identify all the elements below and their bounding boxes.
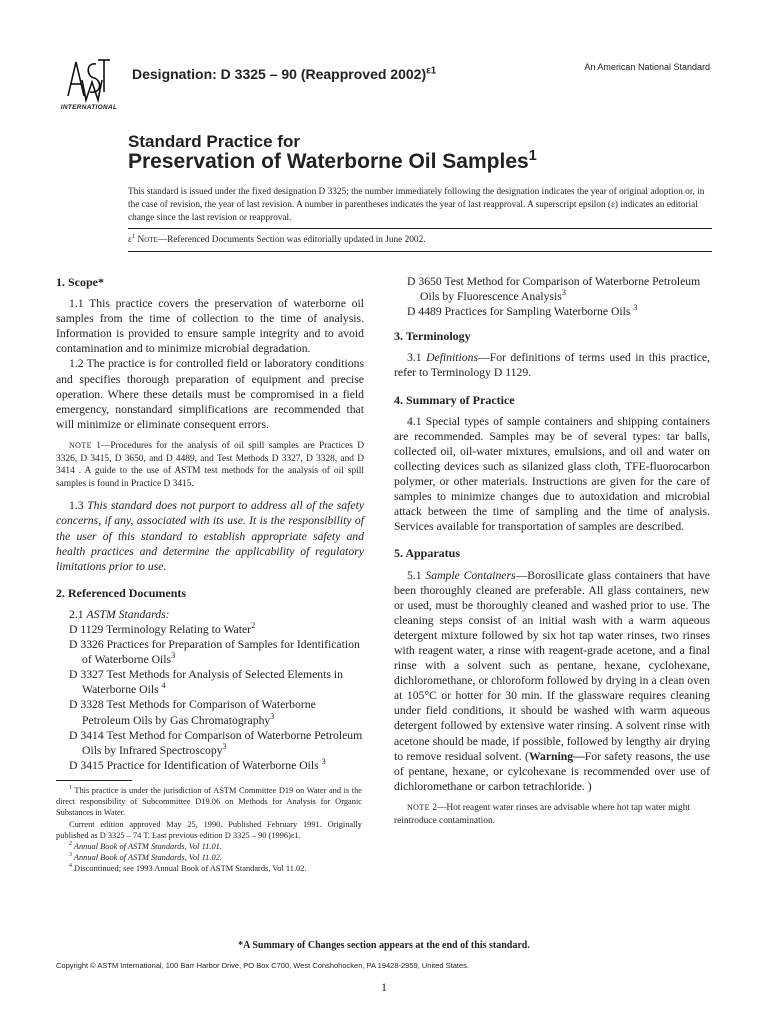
designation-epsilon: ε1 (426, 65, 437, 77)
ref-text: D 3415 Practice for Identification of Waterborne Oils (69, 758, 322, 772)
footnote-text: This practice is under the jurisdiction of ASTM Committee D19 on Water and is the direct responsibility of Subcommittee D19.06 on Methods for Analysis for Organic Substances in Water. (56, 786, 362, 818)
paragraph-1-1: 1.1 This practice covers the preservation of waterborne oil samples from the time of collection to the time of analysis. Information is provided to ensure sample integrity and to avoid contamination and to minimize microbial degradation. (56, 297, 364, 356)
section-heading-referenced-documents: 2. Referenced Documents (56, 585, 187, 600)
note-1-text: 1—Procedures for the analysis of oil spill samples are Practices D 3326, D 3415, D 3650, and D 4489, and Test Methods D 3327, D 3328, and D 3414 . A guide to the use of ASTM test methods for the analysis of oil spill samples is found in Practice D 3415. (56, 440, 364, 489)
title-prefix: Standard Practice for (128, 132, 300, 151)
footnote-divider (56, 780, 132, 781)
footnote-3 (56, 852, 362, 863)
ref-d3326 (69, 637, 364, 667)
paragraph-5-1 (394, 568, 710, 794)
footnote-edition (56, 819, 362, 841)
ref-sup: 3 (171, 651, 176, 661)
footnote-mark: 2 (69, 841, 72, 848)
right-column (394, 274, 710, 827)
note-2-text: 2—Hot reagent water rinses are advisable where hot tap water might reintroduce contamination. (394, 802, 690, 826)
ref-sup: 3 (321, 756, 326, 766)
epsilon-sup: 1 (131, 232, 136, 240)
warning-text: For safety reasons, the use of pentane, hexane, or cylcohexane is recommended over use of dichloromethane or carbon tetrachloride. ) (394, 749, 710, 793)
ref-text: D 4489 Practices for Sampling Waterborne Oils (407, 305, 634, 319)
subheading-label: ASTM Standards: (86, 607, 170, 621)
section-heading-apparatus: 5. Apparatus (394, 546, 461, 561)
ref-text: D 3326 Practices for Preparation of Samples for Identification of Waterborne Oils (69, 638, 360, 667)
paragraph-1-2: 1.2 The practice is for controlled field or laboratory conditions and specifies thorough preparation of equipment and precise operation. Where these details must be compromised in a field emergency, nonstandard simplifications are recommended that will minimize or eliminate consequent errors. (56, 357, 364, 431)
note-2 (394, 802, 710, 827)
left-column (56, 275, 364, 773)
ref-sup: 2 (251, 621, 256, 631)
paragraph-5-1-text: —Borosilicate glass containers that have been thoroughly cleaned are preferable. All glass containers, new or used, must be thoroughly cleaned and washed prior to use. The cleaning steps consist of an initial wash with a warm aqueous detergent mixture followed by six hot tap water rinses, two rinses with reagent water, a rinse with reagent-grade acetone, and a final rinse with a solvent such as pentane, hexane, cyclohexane, dichloromethane, or chloroform followed by drying in a clean oven at 105°C or hotter for 30 min. If the glassware requires cleaning under field conditions, it should be washed with warm aqueous detergent followed by extensive water rinsing. A solvent rinse with acetone should be made, if possible, followed by lengthy air drying to remove residual solvent. ( (394, 568, 710, 763)
ref-d3415 (69, 758, 364, 773)
footnote-2 (56, 841, 362, 852)
ref-sup: 3 (222, 741, 227, 751)
summary-of-changes-note: *A Summary of Changes section appears at the end of this standard. (238, 940, 530, 951)
ref-d3414 (69, 728, 364, 758)
ref-d4489 (407, 304, 710, 319)
astm-logo-subtitle: INTERNATIONAL (60, 104, 118, 111)
editorial-note-text: —Referenced Documents Section was editorially updated in June 2002. (157, 235, 426, 245)
paragraph-5-1-number: 5.1 (407, 568, 426, 582)
footnote-text: Current edition approved May 25, 1990. Published February 1991. Originally published as D 3325 – 74 T. Last previous edition D 3325 – 90 (1996)ε1. (56, 819, 362, 840)
ref-d3650 (407, 274, 710, 304)
note-label: Note (137, 235, 158, 245)
footnote-text: Annual Book of ASTM Standards, Vol 11.02. (71, 853, 222, 863)
ref-sup: 4 (161, 681, 166, 691)
ref-text: D 1129 Terminology Relating to Water (69, 622, 252, 636)
warning-label: Warning— (528, 749, 585, 763)
footnotes (56, 785, 362, 875)
ref-d3327 (69, 667, 364, 697)
ref-d1129 (69, 622, 364, 637)
paragraph-3-1 (394, 350, 710, 380)
footnote-mark: 1 (69, 785, 72, 792)
title-text: Preservation of Waterborne Oil Samples (128, 150, 529, 173)
note-1 (56, 440, 364, 490)
section-heading-terminology: 3. Terminology (394, 329, 471, 344)
footnote-4 (56, 863, 362, 874)
ref-text: D 3328 Test Methods for Comparison of Waterborne Petroleum Oils by Gas Chromatography (69, 698, 316, 727)
paragraph-4-1: 4.1 Special types of sample containers and shipping containers are recommended. Samples may be of several types: tar balls, collected oil, oil-water mixtures, emulsions, and oil and water on collecting devices such as silanized glass cloth, TFE-fluorocarbon polymer, or other materials. Instructions are given for the care of samples to minimize changes due to autoxidation and microbial attack between the time of sampling and the time of analysis. Services available for transportation of samples are described. (394, 414, 710, 534)
intro-paragraph: This standard is issued under the fixed designation D 3325; the number immediately following the designation indicates the year of original adoption or, in the case of revision, the year of last revision. A number in parentheses indicates the year of last reapproval. A superscript epsilon (ε) indicates an editorial change since the last revision or reapproval. (128, 187, 705, 223)
footnote-mark: 4 (69, 863, 72, 870)
section-heading-scope: 1. Scope* (56, 275, 104, 289)
note-1-label: NOTE (69, 440, 92, 450)
footnote-1 (56, 785, 362, 819)
section-heading-summary: 4. Summary of Practice (394, 392, 515, 407)
ref-text: D 3650 Test Method for Comparison of Waterborne Petroleum Oils by Fluorescence Analysis (407, 275, 701, 304)
footnote-text: Annual Book of ASTM Standards, Vol 11.01. (71, 842, 222, 852)
epsilon-mark: ε (128, 235, 132, 245)
ref-text: D 3327 Test Methods for Analysis of Selected Elements in Waterborne Oils (69, 668, 343, 697)
designation-text: Designation: D 3325 – 90 (Reapproved 2002) (132, 66, 427, 82)
paragraph-3-1-number: 3.1 (407, 351, 427, 365)
paragraph-1-3-number: 1.3 (69, 499, 88, 513)
title-footnote-mark: 1 (528, 148, 537, 164)
editorial-note (128, 232, 426, 245)
ref-sup: 3 (561, 288, 566, 298)
designation (132, 66, 436, 82)
ref-text: D 3414 Test Method for Comparison of Waterborne Petroleum Oils by Infrared Spectroscopy (69, 728, 363, 757)
copyright: Copyright © ASTM International, 100 Barr Harbor Drive, PO Box C700, West Conshohocken, PA 19428-2959, United States. (56, 961, 469, 970)
subheading-number: 2.1 (69, 607, 87, 621)
paragraph-5-1-label: Sample Containers (425, 568, 516, 582)
note-2-label: NOTE (407, 802, 430, 812)
ref-sup: 3 (633, 303, 638, 313)
page-title (128, 150, 537, 174)
american-national-standard: An American National Standard (584, 62, 710, 72)
divider-top (128, 228, 712, 229)
ref-d3328 (69, 697, 364, 727)
paragraph-1-3-text: This standard does not purport to address all of the safety concerns, if any, associated with its use. It is the responsibility of the user of this standard to establish appropriate safety and health practices and determine the applicability of regulatory limitations prior to use. (56, 499, 365, 573)
paragraph-3-1-label: Definitions (426, 351, 479, 365)
page-number: 1 (381, 980, 387, 994)
astm-logo (56, 52, 122, 114)
footnote-mark: 3 (69, 852, 72, 859)
ref-sup: 3 (270, 711, 275, 721)
divider-bottom (128, 251, 712, 252)
footnote-text: Discontinued; see 1993 Annual Book of ASTM Standards, Vol 11.02. (71, 864, 307, 874)
paragraph-3-1-text: —For definitions of terms used in this practice, refer to Terminology D 1129. (394, 351, 711, 380)
astm-standards-subheading (56, 607, 364, 622)
paragraph-1-3 (56, 498, 364, 573)
